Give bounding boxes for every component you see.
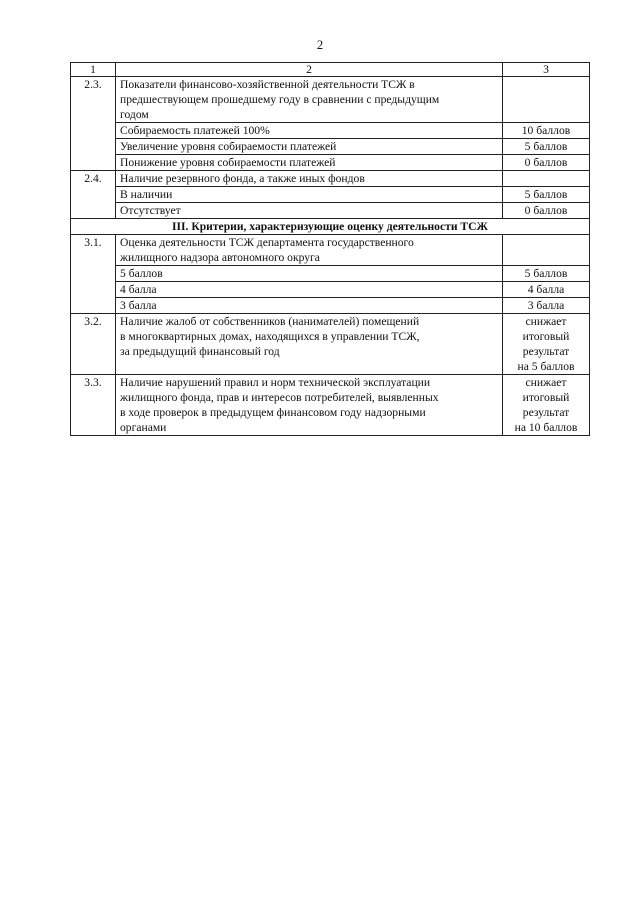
criterion-title: Показатели финансово-хозяйственной деятельности ТСЖ в предшествующем прошедшему году в сравнении с предыдущим годом <box>116 77 503 123</box>
table-row <box>71 123 590 139</box>
table-row <box>71 187 590 203</box>
table-row <box>71 139 590 155</box>
header-col-1: 1 <box>71 63 116 77</box>
option-score: 10 баллов <box>503 123 590 139</box>
option-score: 0 баллов <box>503 155 590 171</box>
header-col-2: 2 <box>116 63 503 77</box>
option-label: Собираемость платежей 100% <box>116 123 503 139</box>
option-label: Отсутствует <box>116 203 503 219</box>
criterion-score: снижает итоговый результат на 5 баллов <box>503 314 590 375</box>
section-heading-row <box>71 219 590 235</box>
criterion-title: Наличие резервного фонда, а также иных фондов <box>116 171 503 187</box>
row-number: 3.3. <box>71 375 116 436</box>
table-row <box>71 155 590 171</box>
table-row <box>71 375 590 436</box>
table-row <box>71 298 590 314</box>
table-row <box>71 203 590 219</box>
option-score: 3 балла <box>503 298 590 314</box>
table-row <box>71 314 590 375</box>
score-cell <box>503 235 590 266</box>
criteria-table <box>70 62 590 436</box>
criterion-score: снижает итоговый результат на 10 баллов <box>503 375 590 436</box>
criterion-title: Оценка деятельности ТСЖ департамента государственного жилищного надзора автономного округа <box>116 235 503 266</box>
option-label: 5 баллов <box>116 266 503 282</box>
header-col-3: 3 <box>503 63 590 77</box>
row-number: 3.1. <box>71 235 116 314</box>
row-number: 2.4. <box>71 171 116 219</box>
section-heading: III. Критерии, характеризующие оценку деятельности ТСЖ <box>71 219 590 235</box>
option-score: 4 балла <box>503 282 590 298</box>
option-score: 0 баллов <box>503 203 590 219</box>
table-row <box>71 77 590 123</box>
table-row <box>71 266 590 282</box>
option-score: 5 баллов <box>503 139 590 155</box>
criterion-text: Наличие жалоб от собственников (нанимателей) помещений в многоквартирных домах, находящихся в управлении ТСЖ, за предыдущий финансовый год <box>116 314 503 375</box>
table-header-row <box>71 63 590 77</box>
option-label: В наличии <box>116 187 503 203</box>
score-cell <box>503 171 590 187</box>
criterion-text: Наличие нарушений правил и норм технической эксплуатации жилищного фонда, прав и интересов потребителей, выявленных в ходе проверок в предыдущем финансовом году надзорными органами <box>116 375 503 436</box>
option-label: 3 балла <box>116 298 503 314</box>
score-cell <box>503 77 590 123</box>
option-label: 4 балла <box>116 282 503 298</box>
table-row <box>71 282 590 298</box>
table-row <box>71 171 590 187</box>
option-label: Увеличение уровня собираемости платежей <box>116 139 503 155</box>
page-number: 2 <box>316 38 324 52</box>
option-score: 5 баллов <box>503 187 590 203</box>
table-row <box>71 235 590 266</box>
row-number: 3.2. <box>71 314 116 375</box>
option-score: 5 баллов <box>503 266 590 282</box>
option-label: Понижение уровня собираемости платежей <box>116 155 503 171</box>
row-number: 2.3. <box>71 77 116 171</box>
